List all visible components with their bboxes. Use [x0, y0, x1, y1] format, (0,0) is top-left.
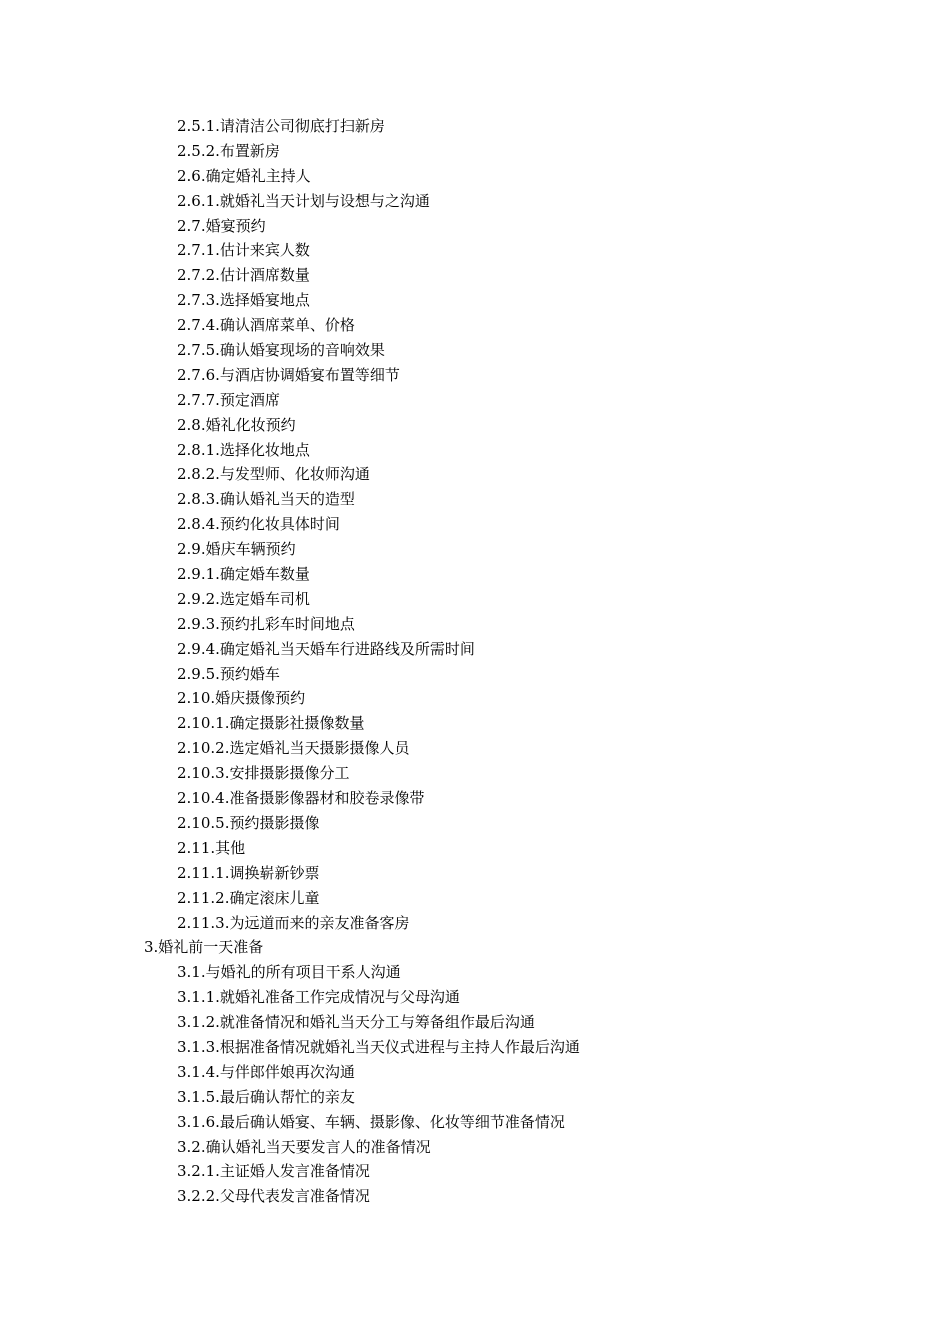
outline-item: 2.7.2.估计酒席数量: [177, 266, 310, 285]
outline-item: 3.1.1.就婚礼准备工作完成情况与父母沟通: [177, 988, 460, 1007]
outline-item: 2.5.1.请清洁公司彻底打扫新房: [177, 117, 385, 135]
outline-item: 2.9.4.确定婚礼当天婚车行进路线及所需时间: [177, 639, 475, 658]
outline-item: 2.8.2.与发型师、化妆师沟通: [177, 465, 370, 484]
outline-item: 2.11.1.调换崭新钞票: [177, 863, 320, 882]
outline-item: 2.7.3.选择婚宴地点: [177, 291, 310, 310]
outline-item: 3.2.确认婚礼当天要发言人的准备情况: [177, 1137, 431, 1156]
outline-item: 3.1.4.与伴郎伴娘再次沟通: [177, 1062, 355, 1081]
document-page: [0, 114, 950, 1209]
outline-item: 2.9.婚庆车辆预约: [177, 540, 296, 559]
outline-item: 2.11.2.确定滚床儿童: [177, 888, 320, 907]
outline-item: 2.10.1.确定摄影社摄像数量: [177, 714, 365, 733]
outline-item: 2.7.6.与酒店协调婚宴布置等细节: [177, 365, 400, 384]
outline-item: 3.1.3.根据准备情况就婚礼当天仪式进程与主持人作最后沟通: [177, 1037, 580, 1056]
outline-item: 2.9.5.预约婚车: [177, 664, 280, 683]
outline-item: 2.6.确定婚礼主持人: [177, 166, 311, 185]
outline-item: 2.7.5.确认婚宴现场的音响效果: [177, 341, 385, 360]
outline-item: 2.5.2.布置新房: [177, 141, 280, 160]
outline-item: 2.9.3.预约扎彩车时间地点: [177, 614, 355, 633]
outline-item: 2.11.3.为远道而来的亲友准备客房: [177, 913, 410, 932]
outline-item: 2.10.4.准备摄影像器材和胶卷录像带: [177, 789, 425, 808]
outline-item: 2.10.2.选定婚礼当天摄影摄像人员: [177, 739, 410, 758]
outline-item: 2.7.婚宴预约: [177, 216, 266, 235]
outline-item: 3.1.2.就准备情况和婚礼当天分工与筹备组作最后沟通: [177, 1013, 535, 1032]
outline-item: 2.10.5.预约摄影摄像: [177, 813, 320, 832]
outline-item: 2.8.3.确认婚礼当天的造型: [177, 490, 355, 509]
outline-item: 2.10.3.安排摄影摄像分工: [177, 764, 350, 783]
outline-item: 2.7.7.预定酒席: [177, 390, 280, 409]
outline-item: 2.7.4.确认酒席菜单、价格: [177, 316, 355, 335]
outline-item: 3.2.1.主证婚人发言准备情况: [177, 1162, 370, 1181]
outline-item: 3.2.2.父母代表发言准备情况: [177, 1187, 370, 1206]
outline-item: 3.1.与婚礼的所有项目干系人沟通: [177, 963, 401, 982]
outline-item: 2.7.1.估计来宾人数: [177, 241, 310, 260]
outline-item: 2.8.4.预约化妆具体时间: [177, 515, 340, 534]
outline-item: 2.11.其他: [177, 838, 246, 857]
outline-item: 2.9.2.选定婚车司机: [177, 589, 310, 608]
outline-heading: 3.婚礼前一天准备: [144, 938, 264, 957]
outline-item: 3.1.5.最后确认帮忙的亲友: [177, 1087, 355, 1106]
outline-item: 2.8.1.选择化妆地点: [177, 440, 310, 459]
outline-item: 2.8.婚礼化妆预约: [177, 415, 296, 434]
outline-item: 2.6.1.就婚礼当天计划与设想与之沟通: [177, 191, 430, 210]
outline-item: 3.1.6.最后确认婚宴、车辆、摄影像、化妆等细节准备情况: [177, 1112, 565, 1131]
outline-item: 2.9.1.确定婚车数量: [177, 565, 310, 584]
outline-item: 2.10.婚庆摄像预约: [177, 689, 306, 708]
